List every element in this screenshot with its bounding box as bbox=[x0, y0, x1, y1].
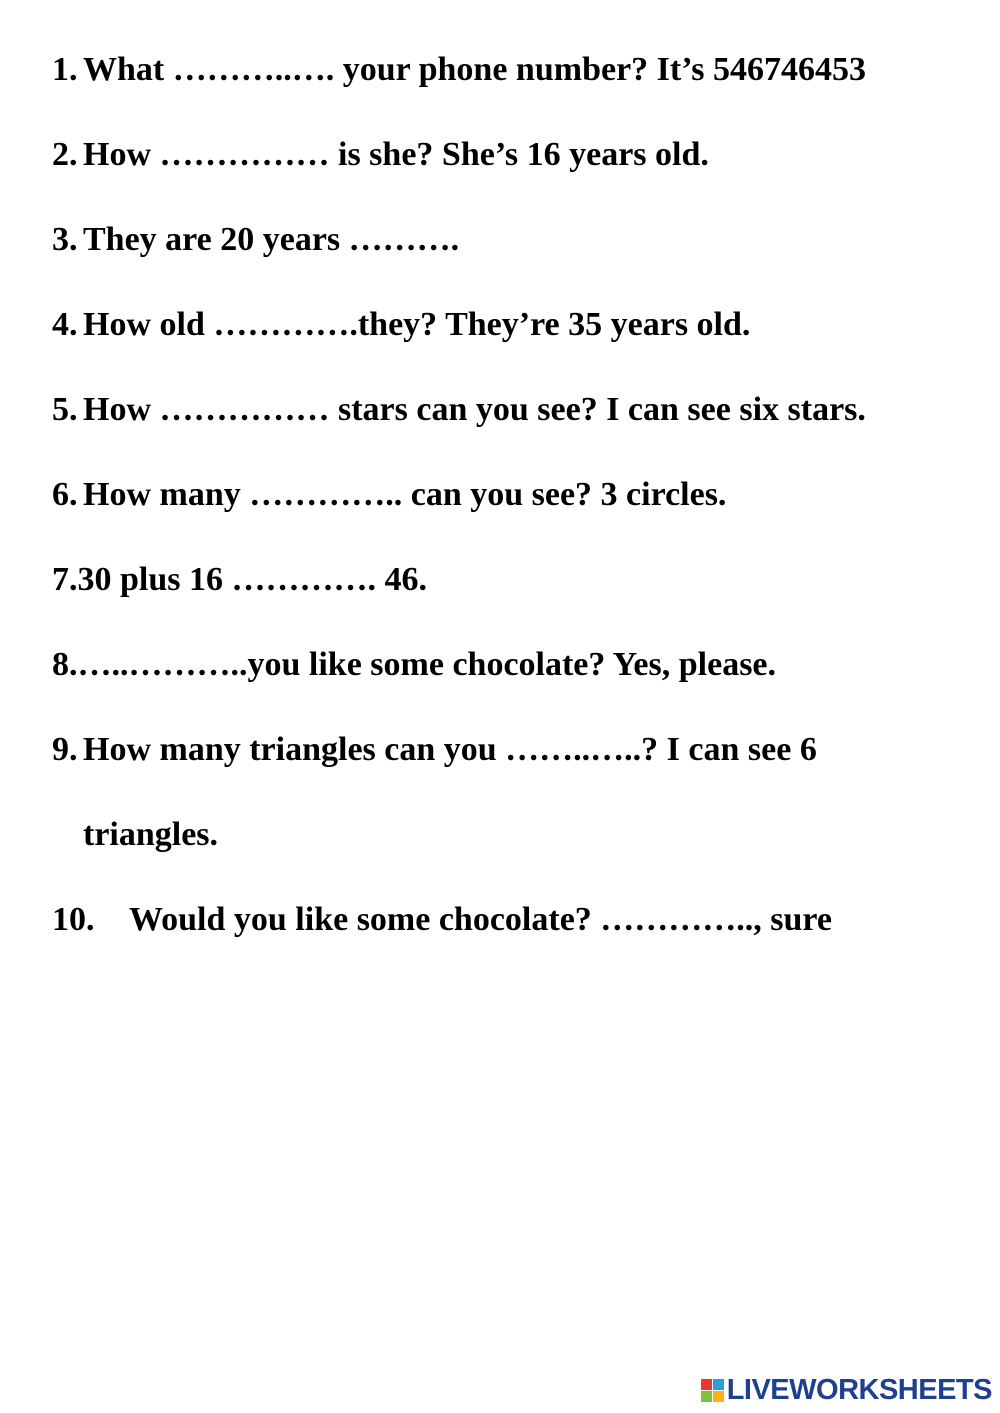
question-7 bbox=[52, 560, 427, 600]
question-text: How many ………….. can you see? 3 circles. bbox=[83, 476, 727, 513]
question-text: What ………..…. your phone number? It’s 546746453 bbox=[83, 51, 867, 88]
question-number: 4. bbox=[52, 306, 78, 343]
question-number: 3. bbox=[52, 221, 78, 258]
question-text: How …………… stars can you see? I can see six stars. bbox=[83, 391, 866, 428]
question-10 bbox=[52, 900, 832, 940]
watermark-text: LIVEWORKSHEETS bbox=[726, 1374, 992, 1406]
logo-square bbox=[701, 1379, 712, 1390]
question-text: 30 plus 16 …………. 46. bbox=[77, 561, 427, 598]
question-4 bbox=[52, 305, 750, 345]
question-text: …..………..you like some chocolate? Yes, please. bbox=[77, 646, 777, 683]
question-number: 5. bbox=[52, 391, 78, 428]
question-9-continuation: triangles. bbox=[83, 816, 219, 853]
question-text: How many triangles can you ……..…..? I can see 6 bbox=[83, 731, 817, 768]
question-6 bbox=[52, 475, 726, 515]
logo-square bbox=[701, 1391, 712, 1402]
question-3 bbox=[52, 220, 459, 260]
question-text: Would you like some chocolate? ………….., sure bbox=[129, 901, 832, 938]
logo-square bbox=[713, 1391, 724, 1402]
logo-square bbox=[713, 1379, 724, 1390]
question-number: 7. bbox=[52, 561, 78, 598]
question-number: 10. bbox=[52, 901, 95, 938]
liveworksheets-logo-mark-icon bbox=[701, 1379, 724, 1402]
question-number: 9. bbox=[52, 731, 78, 768]
question-2 bbox=[52, 135, 709, 175]
question-number: 2. bbox=[52, 136, 78, 173]
question-5 bbox=[52, 390, 866, 430]
question-text: They are 20 years ………. bbox=[83, 221, 460, 258]
question-number: 8. bbox=[52, 646, 78, 683]
question-text: How old ………….they? They’re 35 years old. bbox=[83, 306, 751, 343]
question-9 bbox=[52, 730, 817, 770]
question-number: 6. bbox=[52, 476, 78, 513]
question-8 bbox=[52, 645, 776, 685]
question-text: How …………… is she? She’s 16 years old. bbox=[83, 136, 709, 173]
question-number: 1. bbox=[52, 51, 78, 88]
question-1 bbox=[52, 50, 866, 90]
liveworksheets-logo bbox=[701, 1373, 992, 1407]
